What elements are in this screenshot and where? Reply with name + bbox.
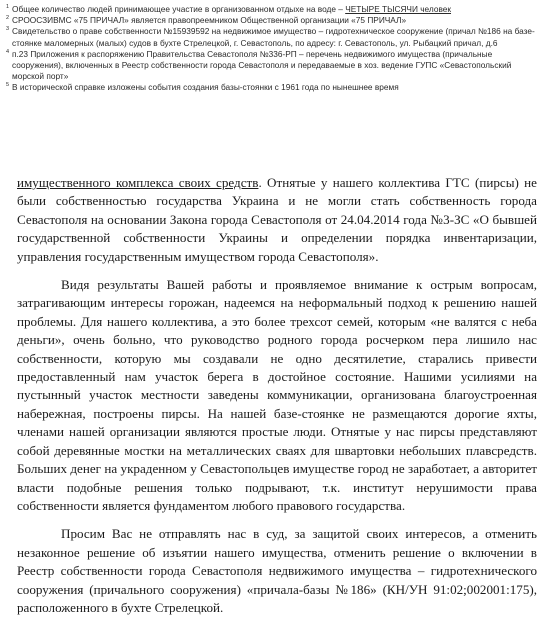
paragraph-appeal: Видя результаты Вашей работы и проявляемое внимание к острым вопросам, затрагивающим интересы горожан, надеемся на неформальный подход к решению нашей проблемы. Для нашего коллектива, а это более трехсот семей, которым «не валятся с неба деньги», очень больно, что руководство родного города росчерком пера лишило нас собственности, которую мы создавали не одно десятилетие, старались привести предоставленный нам участок берега в достойное состояние. Нашими усилиями на пустынный участок местности заведены коммуникации, организована благоустроенная набережная, построены пирсы. На нашей базе-стоянке не размещаются дорогие яхты, членами нашей организации являются простые люди. Отнятые у нас пирсы представляют собой деревянные мостки на металлических сваях для швартовки небольших плавсредств. Больших денег на украденном у Севастопольцев имуществе город не заработает, а авторитет власти подобные решения только подрывают, т.к. институт нерушимости права собственности является фундаментом любого правового государства. [17,277,537,513]
footnote-text: Свидетельство о праве собственности №15939592 на недвижимое имущество – гидротехническое сооружение (причал №186 на базе-стоянке маломерных (малых) судов в бухте Стрелецкой, г. Севастополь, по адресу: г. Севастополь, ул. Рыбацкий причал, д.6 [12,26,535,48]
footnote-number: 5 [6,82,10,89]
footnote-number: 1 [6,4,10,10]
footnotes [6,4,536,94]
footnote-number: 2 [6,15,10,22]
footnote-4 [6,49,536,83]
footnote-number: 4 [6,48,10,55]
footnote-1 [6,4,536,15]
paragraph-property-status [17,174,537,266]
footnote-text: В исторической справке изложены события создания базы-стоянки с 1961 года по нынешнее время [12,82,399,93]
underlined-phrase: имущественного комплекса своих средств [17,175,259,190]
footnote-3 [6,26,536,48]
footnote-5 [6,82,536,93]
footnote-text: СРООСЗИВМС «75 ПРИЧАЛ» является правопреемником Общественной организации «75 ПРИЧАЛ» [12,15,407,26]
footnote-underlined-text: ЧЕТЫРЕ ТЫСЯЧИ человек [345,4,452,14]
footnote-2 [6,15,536,26]
paragraph-request: Просим Вас не отправлять нас в суд, за защитой своих интересов, а отменить незаконное решение об изъятии нашего имущества, отменить решение о включении в Реестр собственности города Севастополя недвижимого имущества – гидротехнического сооружения (причального сооружения) «причала-базы №186» (КН/УН 91:02;002001:175), расположенного в бухте Стрелецкой. [17,526,537,615]
footnote-text: п.23 Приложения к распоряжению Правительства Севастополя №336-РП – перечень недвижимого имущества (причальные сооружения), включенных в Реестр собственности города Севастополя и передаваемые в хоз. ведение ГУПС «Севастопольский морской порт» [12,48,512,82]
letter-body [17,174,537,617]
paragraph-text: . Отнятые у нашего коллектива ГТС (пирсы) не были собственностью государства Украина и не могли стать собственность города Севастополя на основании Закона города Севастополя от 24.04.2014 года №3-ЗС «О бывшей государственной собственности Украины и определении порядка инвентаризации, управления государственным имуществом города Севастополя». [17,175,537,264]
footnote-number: 3 [6,26,10,33]
footnote-text: Общее количество людей принимающее участие в организованном отдыхе на воде – [12,4,346,14]
